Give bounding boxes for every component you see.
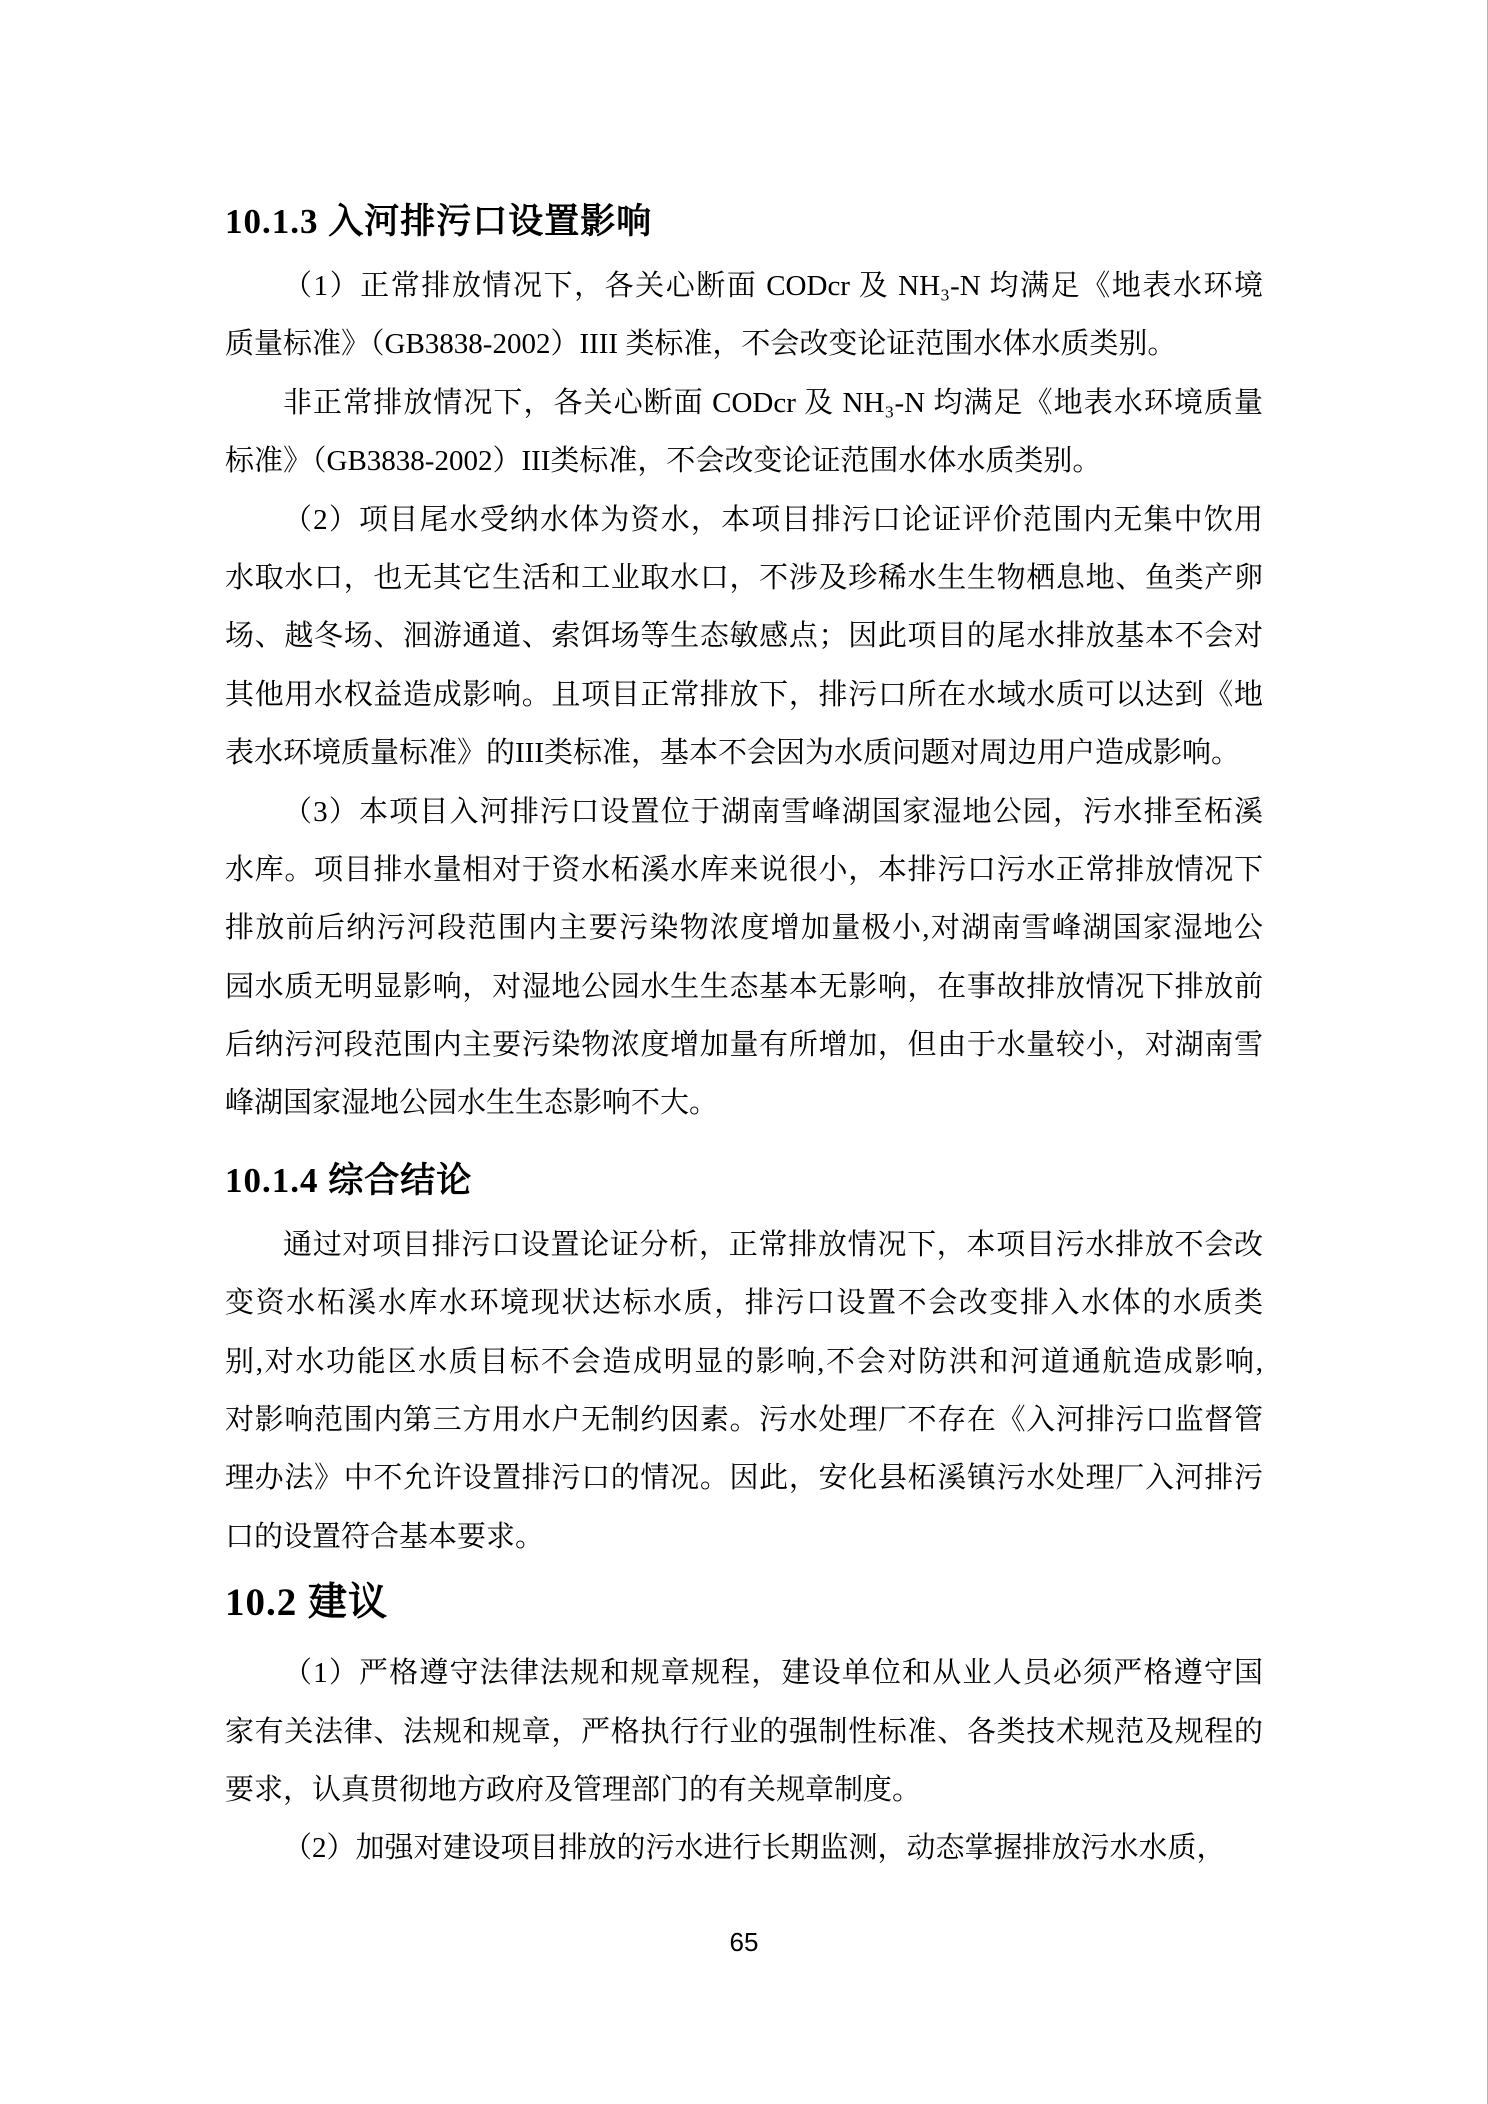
text-line: （2）加强对建设项目排放的污水进行长期监测，动态掌握排放污水水质， bbox=[283, 1832, 1226, 1865]
text-line: 变资水柘溪水库水环境现状达标水质，排污口设置不会改变排入水体的水质类 bbox=[225, 1287, 1263, 1320]
text-line: 对影响范围内第三方用水户无制约因素。污水处理厂不存在《入河排污口监督管 bbox=[225, 1404, 1263, 1437]
text-line: 口的设置符合基本要求。 bbox=[225, 1520, 545, 1553]
text-line: 标准》（GB3838-2002）III类标准，不会改变论证范围水体水质类别。 bbox=[225, 445, 1102, 478]
text-line: 理办法》中不允许设置排污口的情况。因此，安化县柘溪镇污水处理厂入河排污 bbox=[225, 1462, 1263, 1495]
text-line: （1）正常排放情况下，各关心断面 CODcr 及 NH₃-N 均满足《地表水环境 bbox=[283, 270, 1263, 302]
page-number: 65 bbox=[729, 1927, 759, 1957]
text-line: 其他用水权益造成影响。且项目正常排放下，排污口所在水域水质可以达到《地 bbox=[225, 678, 1263, 711]
document-content bbox=[225, 202, 1263, 1878]
text-line: 表水环境质量标准》的III类标准，基本不会因为水质问题对周边用户造成影响。 bbox=[225, 737, 1240, 770]
paragraph-6 bbox=[225, 1644, 1263, 1819]
paragraph-2 bbox=[225, 374, 1263, 491]
paragraph-1 bbox=[225, 257, 1263, 374]
text-line: 后纳污河段范围内主要污染物浓度增加量有所增加，但由于水量较小，对湖南雪 bbox=[225, 1029, 1263, 1062]
text-line: 要求，认真贯彻地方政府及管理部门的有关规章制度。 bbox=[225, 1773, 922, 1806]
paragraph-3 bbox=[225, 491, 1263, 783]
paragraph-7 bbox=[225, 1819, 1263, 1877]
text-line: （3）本项目入河排污口设置位于湖南雪峰湖国家湿地公园，污水排至柘溪 bbox=[283, 795, 1263, 828]
text-line: （2）项目尾水受纳水体为资水，本项目排污口论证评价范围内无集中饮用 bbox=[283, 503, 1263, 536]
text-line: 通过对项目排污口设置论证分析，正常排放情况下，本项目污水排放不会改 bbox=[283, 1228, 1263, 1261]
paragraph-5 bbox=[225, 1216, 1263, 1566]
text-line: 排放前后纳污河段范围内主要污染物浓度增加量极小,对湖南雪峰湖国家湿地公 bbox=[225, 912, 1263, 945]
section-heading-10-2: 10.2 建议 bbox=[225, 1581, 389, 1625]
text-line: 园水质无明显影响，对湿地公园水生生态基本无影响，在事故排放情况下排放前 bbox=[225, 970, 1263, 1003]
text-line: 别,对水功能区水质目标不会造成明显的影响,不会对防洪和河道通航造成影响, bbox=[225, 1345, 1263, 1378]
text-line: 质量标准》（GB3838-2002）IIII 类标准，不会改变论证范围水体水质类别。 bbox=[225, 328, 1177, 361]
text-line: 家有关法律、法规和规章，严格执行行业的强制性标准、各类技术规范及规程的 bbox=[225, 1715, 1263, 1748]
section-heading-10-1-4: 10.1.4 综合结论 bbox=[225, 1160, 473, 1200]
section-heading-10-1-3: 10.1.3 入河排污口设置影响 bbox=[225, 202, 653, 241]
text-line: 非正常排放情况下，各关心断面 CODcr 及 NH₃-N 均满足《地表水环境质量 bbox=[283, 386, 1263, 419]
text-line: 场、越冬场、洄游通道、索饵场等生态敏感点；因此项目的尾水排放基本不会对 bbox=[225, 620, 1263, 653]
text-line: 水库。项目排水量相对于资水柘溪水库来说很小，本排污口污水正常排放情况下 bbox=[225, 853, 1263, 886]
text-line: 水取水口，也无其它生活和工业取水口，不涉及珍稀水生生物栖息地、鱼类产卵 bbox=[225, 561, 1263, 594]
text-line: （1）严格遵守法律法规和规章规程，建设单位和从业人员必须严格遵守国 bbox=[283, 1657, 1263, 1690]
text-line: 峰湖国家湿地公园水生生态影响不大。 bbox=[225, 1087, 719, 1120]
paragraph-4 bbox=[225, 783, 1263, 1133]
